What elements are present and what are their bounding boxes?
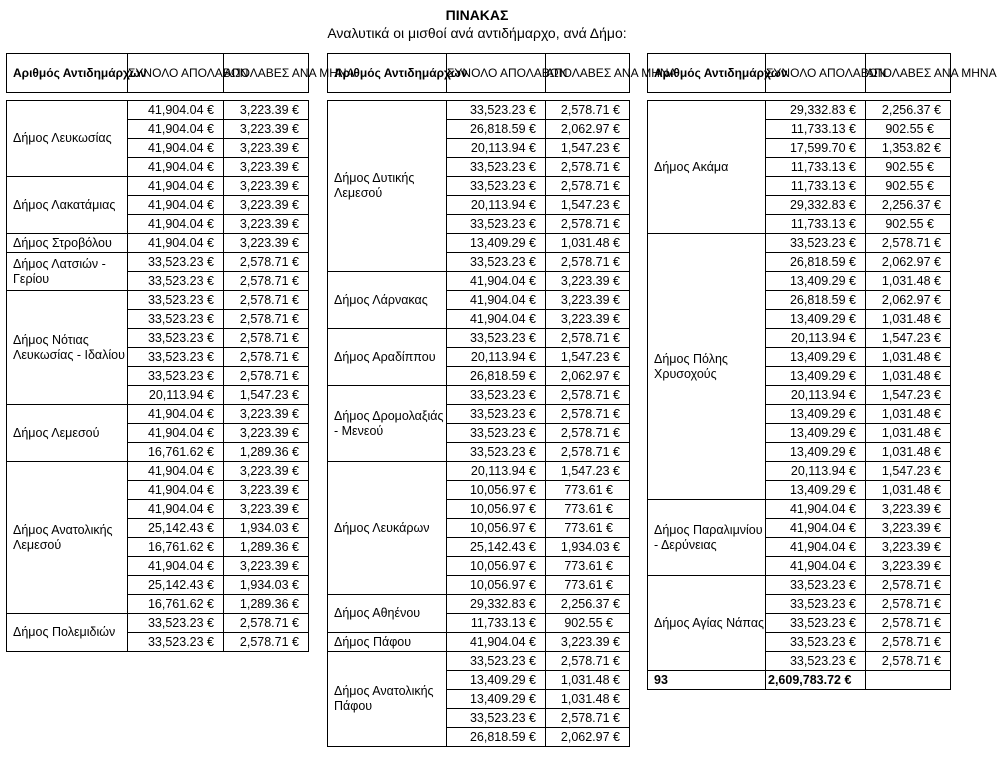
total-salary-cell: 33,523.23 € — [128, 310, 224, 329]
monthly-salary-cell: 1,289.36 € — [224, 443, 309, 462]
monthly-salary-cell: 1,031.48 € — [546, 671, 630, 690]
total-salary-cell: 11,733.13 € — [766, 120, 866, 139]
monthly-salary-cell: 2,578.71 € — [546, 158, 630, 177]
table-row — [7, 462, 309, 481]
total-salary-cell: 33,523.23 € — [447, 652, 546, 671]
monthly-salary-cell: 1,031.48 € — [866, 310, 951, 329]
total-salary-cell: 41,904.04 € — [128, 557, 224, 576]
header-table-1 — [6, 53, 355, 93]
total-salary-cell: 33,523.23 € — [447, 405, 546, 424]
monthly-salary-cell: 1,289.36 € — [224, 538, 309, 557]
monthly-salary-cell: 902.55 € — [866, 120, 951, 139]
table-row — [328, 595, 630, 614]
total-salary-cell: 10,056.97 € — [447, 576, 546, 595]
monthly-salary-cell: 1,547.23 € — [866, 386, 951, 405]
total-salary-cell: 29,332.83 € — [766, 196, 866, 215]
total-salary-cell: 17,599.70 € — [766, 139, 866, 158]
municipality-name: Δήμος Λακατάμιας — [7, 177, 128, 234]
salary-table-1 — [6, 100, 309, 652]
total-salary-cell: 25,142.43 € — [447, 538, 546, 557]
total-salary-cell: 33,523.23 € — [766, 633, 866, 652]
header-table-2 — [327, 53, 677, 93]
municipality-name: Δήμος Δρομολαξιάς - Μενεού — [328, 386, 447, 462]
monthly-salary-cell: 2,062.97 € — [546, 367, 630, 386]
monthly-salary-cell: 3,223.39 € — [546, 291, 630, 310]
table-row — [7, 253, 309, 272]
header-total-salary: ΣΥΝΟΛΟ ΑΠΟΛΑΒΩΝ — [766, 54, 866, 93]
monthly-salary-cell: 2,578.71 € — [546, 253, 630, 272]
monthly-salary-cell: 1,547.23 € — [224, 386, 309, 405]
total-salary-cell: 20,113.94 € — [447, 139, 546, 158]
total-salary-cell: 13,409.29 € — [766, 310, 866, 329]
monthly-salary-cell: 2,578.71 € — [546, 329, 630, 348]
municipality-name: Δήμος Αγίας Νάπας — [648, 576, 766, 671]
monthly-salary-cell: 2,578.71 € — [866, 576, 951, 595]
monthly-salary-cell: 2,578.71 € — [546, 652, 630, 671]
monthly-salary-cell: 3,223.39 € — [224, 139, 309, 158]
total-salary-cell: 41,904.04 € — [128, 215, 224, 234]
table-row — [648, 576, 951, 595]
monthly-salary-cell: 2,578.71 € — [546, 424, 630, 443]
monthly-salary-cell: 1,934.03 € — [224, 519, 309, 538]
monthly-salary-cell: 3,223.39 € — [546, 272, 630, 291]
monthly-salary-cell: 1,031.48 € — [546, 690, 630, 709]
monthly-salary-cell: 773.61 € — [546, 481, 630, 500]
monthly-salary-cell: 3,223.39 € — [224, 405, 309, 424]
total-salary-cell: 13,409.29 € — [447, 671, 546, 690]
total-salary-cell: 41,904.04 € — [766, 500, 866, 519]
municipality-name: Δήμος Ακάμα — [648, 101, 766, 234]
total-salary-cell: 41,904.04 € — [128, 120, 224, 139]
total-salary-cell: 41,904.04 € — [128, 462, 224, 481]
total-salary-cell: 16,761.62 € — [128, 595, 224, 614]
monthly-salary-cell: 2,578.71 € — [224, 272, 309, 291]
total-salary-cell: 33,523.23 € — [128, 253, 224, 272]
total-salary-cell: 41,904.04 € — [128, 139, 224, 158]
total-salary-cell: 25,142.43 € — [128, 576, 224, 595]
table-row — [7, 177, 309, 196]
total-salary-cell: 13,409.29 € — [766, 367, 866, 386]
monthly-salary-cell: 2,578.71 € — [866, 614, 951, 633]
monthly-salary-cell: 2,062.97 € — [866, 253, 951, 272]
table-row — [7, 101, 309, 120]
monthly-salary-cell: 1,289.36 € — [224, 595, 309, 614]
monthly-salary-cell: 1,031.48 € — [866, 348, 951, 367]
monthly-salary-cell: 902.55 € — [546, 614, 630, 633]
monthly-salary-cell: 3,223.39 € — [224, 158, 309, 177]
table-row — [7, 291, 309, 310]
total-salary-cell: 16,761.62 € — [128, 443, 224, 462]
total-salary-cell: 41,904.04 € — [128, 500, 224, 519]
total-salary-cell: 33,523.23 € — [447, 709, 546, 728]
total-salary-cell: 41,904.04 € — [128, 177, 224, 196]
municipality-name: Δήμος Δυτικής Λεμεσού — [328, 101, 447, 272]
monthly-salary-cell: 1,031.48 € — [866, 367, 951, 386]
monthly-salary-cell: 1,031.48 € — [866, 272, 951, 291]
monthly-salary-cell: 3,223.39 € — [866, 519, 951, 538]
monthly-salary-cell: 1,031.48 € — [866, 424, 951, 443]
monthly-salary-cell: 773.61 € — [546, 576, 630, 595]
header-municipality: Αριθμός Αντιδημάρχων — [648, 54, 766, 93]
monthly-salary-cell: 773.61 € — [546, 557, 630, 576]
monthly-salary-cell: 1,031.48 € — [546, 234, 630, 253]
monthly-salary-cell: 1,934.03 € — [546, 538, 630, 557]
monthly-salary-cell: 3,223.39 € — [866, 500, 951, 519]
monthly-salary-cell: 3,223.39 € — [224, 234, 309, 253]
total-salary-cell: 41,904.04 € — [128, 424, 224, 443]
total-salary-cell: 41,904.04 € — [128, 234, 224, 253]
municipality-name: Δήμος Λεμεσού — [7, 405, 128, 462]
total-salary-cell: 33,523.23 € — [447, 158, 546, 177]
monthly-salary-cell: 1,031.48 € — [866, 481, 951, 500]
total-salary-cell: 20,113.94 € — [766, 329, 866, 348]
total-salary-cell: 26,818.59 € — [766, 291, 866, 310]
total-salary-cell: 10,056.97 € — [447, 557, 546, 576]
total-salary-cell: 11,733.13 € — [447, 614, 546, 633]
total-salary-cell: 41,904.04 € — [766, 557, 866, 576]
monthly-salary-cell: 3,223.39 € — [224, 196, 309, 215]
municipality-name: Δήμος Πολεμιδιών — [7, 614, 128, 652]
total-salary-cell: 10,056.97 € — [447, 481, 546, 500]
monthly-salary-cell: 2,578.71 € — [546, 709, 630, 728]
total-salary-cell: 41,904.04 € — [128, 405, 224, 424]
municipality-name: Δήμος Λευκάρων — [328, 462, 447, 595]
monthly-salary-cell: 2,578.71 € — [546, 215, 630, 234]
monthly-salary-cell: 3,223.39 € — [866, 557, 951, 576]
salary-table-2 — [327, 100, 630, 747]
total-salary-cell: 11,733.13 € — [766, 177, 866, 196]
monthly-salary-cell: 2,256.37 € — [866, 101, 951, 120]
monthly-salary-cell: 2,578.71 € — [546, 177, 630, 196]
municipality-name: Δήμος Πόλης Χρυσοχούς — [648, 234, 766, 500]
total-salary-cell: 33,523.23 € — [128, 367, 224, 386]
total-salary-cell: 26,818.59 € — [766, 253, 866, 272]
salary-table-3 — [647, 100, 951, 690]
municipality-name: Δήμος Αθηένου — [328, 595, 447, 633]
total-salary-cell: 33,523.23 € — [128, 348, 224, 367]
table-row — [328, 272, 630, 291]
monthly-salary-cell: 1,353.82 € — [866, 139, 951, 158]
total-row — [648, 671, 951, 690]
total-salary-cell: 11,733.13 € — [766, 215, 866, 234]
table-row — [648, 500, 951, 519]
total-salary-cell: 41,904.04 € — [766, 538, 866, 557]
total-salary-cell: 33,523.23 € — [766, 234, 866, 253]
monthly-salary-cell: 773.61 € — [546, 519, 630, 538]
municipality-name: Δήμος Νότιας Λευκωσίας - Ιδαλίου — [7, 291, 128, 405]
total-salary-cell: 26,818.59 € — [447, 367, 546, 386]
total-monthly — [866, 671, 951, 690]
total-salary-cell: 41,904.04 € — [447, 291, 546, 310]
total-salary-cell: 26,818.59 € — [447, 120, 546, 139]
total-salary-cell: 13,409.29 € — [766, 348, 866, 367]
total-salary-cell: 20,113.94 € — [128, 386, 224, 405]
total-salary-cell: 33,523.23 € — [128, 614, 224, 633]
monthly-salary-cell: 3,223.39 € — [546, 310, 630, 329]
municipality-name: Δήμος Στροβόλου — [7, 234, 128, 253]
monthly-salary-cell: 2,578.71 € — [546, 443, 630, 462]
municipality-name: Δήμος Λάρνακας — [328, 272, 447, 329]
table-row — [328, 101, 630, 120]
monthly-salary-cell: 3,223.39 € — [224, 215, 309, 234]
monthly-salary-cell: 2,578.71 € — [224, 291, 309, 310]
monthly-salary-cell: 3,223.39 € — [224, 177, 309, 196]
monthly-salary-cell: 2,578.71 € — [224, 348, 309, 367]
total-salary-cell: 41,904.04 € — [447, 272, 546, 291]
header-monthly-salary: ΑΠΟΛΑΒΕΣ ΑΝΑ ΜΗΝΑ — [224, 54, 309, 93]
monthly-salary-cell: 2,578.71 € — [546, 405, 630, 424]
total-salary-cell: 13,409.29 € — [766, 405, 866, 424]
municipality-name: Δήμος Λευκωσίας — [7, 101, 128, 177]
total-salary-cell: 41,904.04 € — [447, 633, 546, 652]
monthly-salary-cell: 3,223.39 € — [866, 538, 951, 557]
page-title: ΠΙΝΑΚΑΣ — [445, 7, 509, 23]
header-monthly-salary: ΑΠΟΛΑΒΕΣ ΑΝΑ ΜΗΝΑ — [546, 54, 630, 93]
total-salary-cell: 41,904.04 € — [447, 310, 546, 329]
total-salary-cell: 20,113.94 € — [766, 462, 866, 481]
monthly-salary-cell: 773.61 € — [546, 500, 630, 519]
monthly-salary-cell: 2,062.97 € — [866, 291, 951, 310]
monthly-salary-cell: 3,223.39 € — [224, 120, 309, 139]
total-salary-cell: 33,523.23 € — [447, 443, 546, 462]
monthly-salary-cell: 1,031.48 € — [866, 405, 951, 424]
monthly-salary-cell: 2,062.97 € — [546, 120, 630, 139]
header-total-salary: ΣΥΝΟΛΟ ΑΠΟΛΑΒΩΝ — [128, 54, 224, 93]
monthly-salary-cell: 3,223.39 € — [224, 500, 309, 519]
total-salary-cell: 33,523.23 € — [128, 633, 224, 652]
monthly-salary-cell: 3,223.39 € — [224, 557, 309, 576]
monthly-salary-cell: 2,578.71 € — [866, 652, 951, 671]
total-salary-cell: 33,523.23 € — [447, 329, 546, 348]
total-salary-cell: 13,409.29 € — [766, 443, 866, 462]
total-salary-cell: 33,523.23 € — [766, 595, 866, 614]
total-salary-cell: 29,332.83 € — [447, 595, 546, 614]
table-row — [328, 633, 630, 652]
total-salary-cell: 25,142.43 € — [128, 519, 224, 538]
total-salary-cell: 10,056.97 € — [447, 519, 546, 538]
municipality-name: Δήμος Παραλιμνίου - Δερύνειας — [648, 500, 766, 576]
monthly-salary-cell: 2,256.37 € — [546, 595, 630, 614]
total-salary-cell: 10,056.97 € — [447, 500, 546, 519]
municipality-name: Δήμος Πάφου — [328, 633, 447, 652]
monthly-salary-cell: 3,223.39 € — [224, 462, 309, 481]
total-count: 93 — [648, 671, 766, 690]
monthly-salary-cell: 2,578.71 € — [224, 633, 309, 652]
total-salary-cell: 26,818.59 € — [447, 728, 546, 747]
total-salary-cell: 41,904.04 € — [128, 481, 224, 500]
table-row — [328, 386, 630, 405]
monthly-salary-cell: 2,578.71 € — [224, 614, 309, 633]
total-salary-cell: 13,409.29 € — [447, 234, 546, 253]
table-row — [328, 462, 630, 481]
total-salary-cell: 41,904.04 € — [128, 101, 224, 120]
table-row — [648, 234, 951, 253]
total-salary-cell: 33,523.23 € — [447, 101, 546, 120]
monthly-salary-cell: 1,031.48 € — [866, 443, 951, 462]
monthly-salary-cell: 902.55 € — [866, 215, 951, 234]
total-salary-cell: 33,523.23 € — [447, 386, 546, 405]
total-salary-cell: 33,523.23 € — [447, 253, 546, 272]
total-salary-cell: 33,523.23 € — [766, 614, 866, 633]
municipality-name: Δήμος Ανατολικής Πάφου — [328, 652, 447, 747]
total-salary-cell: 33,523.23 € — [447, 215, 546, 234]
header-monthly-salary: ΑΠΟΛΑΒΕΣ ΑΝΑ ΜΗΝΑ — [866, 54, 951, 93]
total-salary-cell: 33,523.23 € — [128, 329, 224, 348]
table-row — [328, 652, 630, 671]
municipality-name: Δήμος Αραδίππου — [328, 329, 447, 386]
header-municipality: Αριθμός Αντιδημάρχων — [328, 54, 447, 93]
total-salary-cell: 13,409.29 € — [766, 272, 866, 291]
table-row — [648, 101, 951, 120]
monthly-salary-cell: 1,547.23 € — [546, 139, 630, 158]
monthly-salary-cell: 1,547.23 € — [546, 196, 630, 215]
monthly-salary-cell: 2,256.37 € — [866, 196, 951, 215]
total-salary-cell: 13,409.29 € — [766, 481, 866, 500]
total-salary-cell: 33,523.23 € — [766, 652, 866, 671]
page-subtitle: Αναλυτικά οι μισθοί ανά αντιδήμαρχο, ανά Δήμο: — [327, 25, 627, 41]
total-salary-cell: 33,523.23 € — [447, 424, 546, 443]
monthly-salary-cell: 2,578.71 € — [224, 329, 309, 348]
monthly-salary-cell: 902.55 € — [866, 177, 951, 196]
total-salary-cell: 20,113.94 € — [447, 196, 546, 215]
monthly-salary-cell: 2,578.71 € — [224, 367, 309, 386]
total-salary-cell: 13,409.29 € — [766, 424, 866, 443]
monthly-salary-cell: 2,062.97 € — [546, 728, 630, 747]
monthly-salary-cell: 3,223.39 € — [224, 101, 309, 120]
monthly-salary-cell: 1,547.23 € — [866, 462, 951, 481]
monthly-salary-cell: 902.55 € — [866, 158, 951, 177]
header-total-salary: ΣΥΝΟΛΟ ΑΠΟΛΑΒΩΝ — [447, 54, 546, 93]
monthly-salary-cell: 2,578.71 € — [546, 386, 630, 405]
total-salary-cell: 41,904.04 € — [128, 158, 224, 177]
table-row — [7, 614, 309, 633]
total-salary-cell: 16,761.62 € — [128, 538, 224, 557]
total-salary-cell: 33,523.23 € — [128, 272, 224, 291]
monthly-salary-cell: 3,223.39 € — [224, 424, 309, 443]
monthly-salary-cell: 1,547.23 € — [546, 348, 630, 367]
total-salary-cell: 11,733.13 € — [766, 158, 866, 177]
monthly-salary-cell: 2,578.71 € — [866, 595, 951, 614]
monthly-salary-cell: 1,547.23 € — [866, 329, 951, 348]
total-salary-cell: 41,904.04 € — [766, 519, 866, 538]
monthly-salary-cell: 3,223.39 € — [546, 633, 630, 652]
table-row — [7, 405, 309, 424]
monthly-salary-cell: 2,578.71 € — [866, 633, 951, 652]
total-sum: 2,609,783.72 € — [766, 671, 866, 690]
header-table-3 — [647, 53, 997, 93]
total-salary-cell: 20,113.94 € — [766, 386, 866, 405]
total-salary-cell: 29,332.83 € — [766, 101, 866, 120]
table-row — [7, 234, 309, 253]
total-salary-cell: 20,113.94 € — [447, 348, 546, 367]
total-salary-cell: 20,113.94 € — [447, 462, 546, 481]
header-municipality: Αριθμός Αντιδημάρχων — [7, 54, 128, 93]
municipality-name: Δήμος Ανατολικής Λεμεσού — [7, 462, 128, 614]
total-salary-cell: 33,523.23 € — [447, 177, 546, 196]
monthly-salary-cell: 2,578.71 € — [224, 253, 309, 272]
total-salary-cell: 13,409.29 € — [447, 690, 546, 709]
total-salary-cell: 41,904.04 € — [128, 196, 224, 215]
monthly-salary-cell: 1,547.23 € — [546, 462, 630, 481]
municipality-name: Δήμος Λατσιών - Γερίου — [7, 253, 128, 291]
total-salary-cell: 33,523.23 € — [128, 291, 224, 310]
table-row — [328, 329, 630, 348]
monthly-salary-cell: 3,223.39 € — [224, 481, 309, 500]
monthly-salary-cell: 2,578.71 € — [546, 101, 630, 120]
monthly-salary-cell: 2,578.71 € — [866, 234, 951, 253]
total-salary-cell: 33,523.23 € — [766, 576, 866, 595]
monthly-salary-cell: 1,934.03 € — [224, 576, 309, 595]
monthly-salary-cell: 2,578.71 € — [224, 310, 309, 329]
